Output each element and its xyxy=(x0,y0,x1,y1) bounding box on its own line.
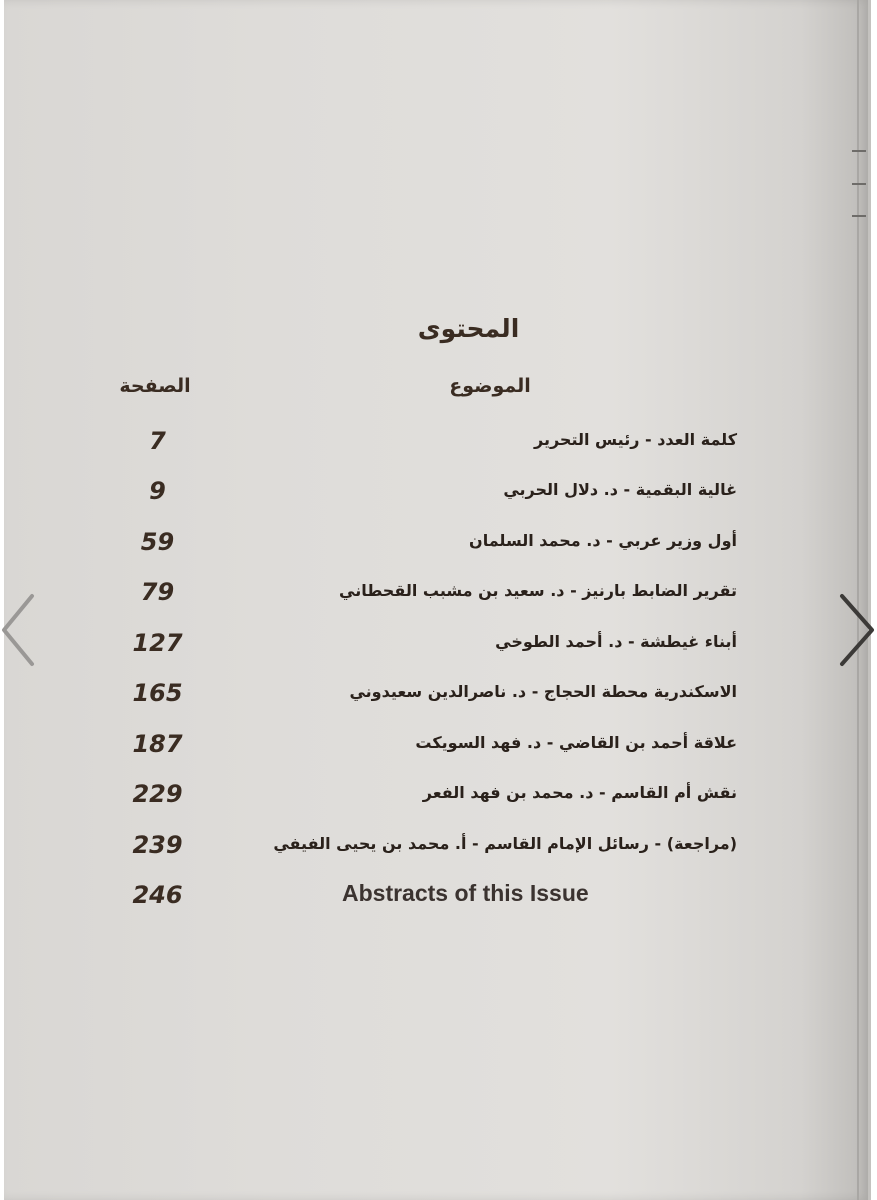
next-page-button[interactable] xyxy=(836,590,876,670)
toc-row xyxy=(0,423,877,463)
toc-row xyxy=(0,473,877,513)
toc-row xyxy=(0,625,877,665)
toc-entry-title: تقرير الضابط بارنيز - د. سعيد بن مشبب القحطاني xyxy=(339,581,737,600)
toc-row xyxy=(0,827,877,867)
binding-stitch xyxy=(852,150,866,152)
toc-title: المحتوى xyxy=(417,314,520,343)
chevron-left-icon xyxy=(0,590,40,670)
toc-entry-title: علاقة أحمد بن القاضي - د. فهد السويكت xyxy=(415,733,737,752)
toc-entry-title: أبناء غيطشة - د. أحمد الطوخي xyxy=(495,632,737,651)
toc-page-number: 246 xyxy=(132,881,183,909)
toc-entry-title: أول وزير عربي - د. محمد السلمان xyxy=(469,531,737,550)
toc-row xyxy=(0,574,877,614)
toc-page-number: 9 xyxy=(149,477,166,505)
binding-stitch xyxy=(852,183,866,185)
toc-page-number: 127 xyxy=(132,629,183,657)
toc-row xyxy=(0,776,877,816)
toc-page-number: 187 xyxy=(132,730,183,758)
toc-entry-title: غالية البقمية - د. دلال الحربي xyxy=(503,480,737,499)
toc-entry-title: Abstracts of this Issue xyxy=(342,880,589,906)
toc-page-number: 229 xyxy=(132,780,183,808)
column-header-topic: الموضوع xyxy=(449,375,531,397)
toc-entry-title: كلمة العدد - رئيس التحرير xyxy=(534,430,737,449)
toc-row xyxy=(0,675,877,715)
toc-page-number: 79 xyxy=(140,578,175,606)
toc-page-number: 59 xyxy=(140,528,175,556)
previous-page-button[interactable] xyxy=(0,590,40,670)
toc-page-number: 239 xyxy=(132,831,183,859)
column-header-page: الصفحة xyxy=(119,375,191,397)
chevron-right-icon xyxy=(836,590,876,670)
binding-stitch xyxy=(852,215,866,217)
toc-entry-title: (مراجعة) - رسائل الإمام القاسم - أ. محمد بن يحيى الفيفي xyxy=(273,834,737,853)
toc-entry-title: نقش أم القاسم - د. محمد بن فهد الفعر xyxy=(422,783,737,802)
toc-page-number: 7 xyxy=(149,427,166,455)
toc-row xyxy=(0,877,877,917)
toc-page-number: 165 xyxy=(132,679,183,707)
toc-entry-title: الاسكندرية محطة الحجاج - د. ناصرالدين سعيدوني xyxy=(349,682,737,701)
toc-row xyxy=(0,726,877,766)
toc-row xyxy=(0,524,877,564)
